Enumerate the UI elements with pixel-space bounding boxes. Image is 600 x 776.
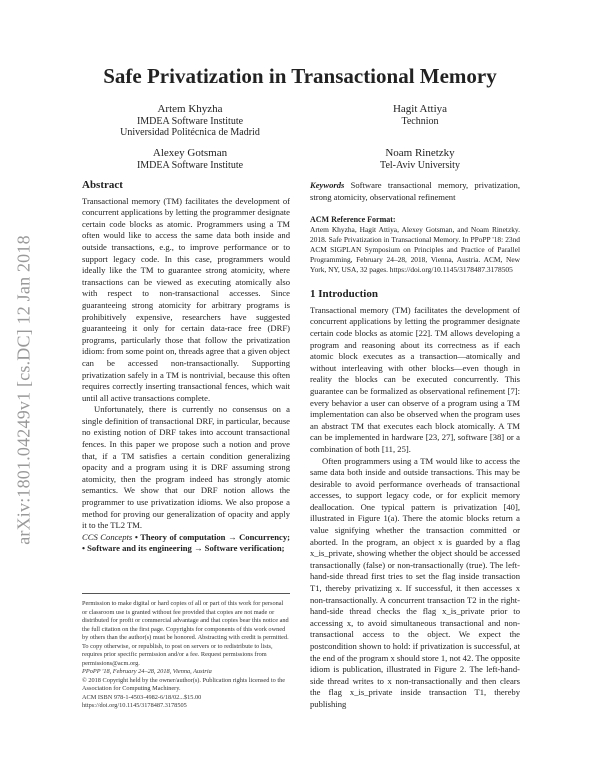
author-block-1: [90, 104, 290, 139]
doi-link[interactable]: https://doi.org/10.1145/3178487.3178505: [82, 702, 187, 709]
keywords-text: Software transactional memory, privatization, strong atomicity, observational refinement: [310, 180, 520, 202]
copyright-text: © 2018 Copyright held by the owner/author(s). Publication rights licensed to the Association for Computing Machinery.: [82, 676, 286, 692]
author-affiliation: IMDEA Software Institute: [136, 159, 244, 171]
keywords: [310, 180, 520, 203]
acm-reference-text: Artem Khyzha, Hagit Attiya, Alexey Gotsman, and Noam Rinetzky. 2018. Safe Privatization in Transactional Memory. In PPoPP '18: 23nd ACM SIGPLAN Symposium on Principles and Practice of Parallel Programming, February 24–28, 2018, Vienna, Austria. ACM, New York, NY, USA, 32 pages. https://doi.org/10.1145/3178487.3178505: [310, 225, 520, 275]
author-name: Artem Khyzha: [157, 103, 223, 115]
ccs-concepts: [82, 532, 290, 555]
arxiv-stamp-text: arXiv:1801.04249v1 [cs.DC] 12 Jan 2018: [13, 235, 34, 545]
permission-text: Permission to make digital or hard copies of all or part of this work for personal or classroom use is granted without fee provided that copies are not made or distributed for profit or commercial advantage and that copies bear this notice and the full citation on the first page. Copyrights for components of this work owned by others than the author(s) must be honored. Abstracting with credit is permitted. To copy otherwise, or republish, to post on servers or to redistribute to lists, requires prior specific permission and/or a fee. Request permissions from permissions@acm.org.: [82, 600, 289, 667]
introduction-paragraph-2: Often programmers using a TM would like to access the same data both inside and outside transactions. This may be desirable to avoid performance overheads of transactional accesses, to support legacy code, or for explicit memory deallocation. One typical pattern is privatization [40], illustrated in Figure 1(a). There the atomic blocks return a value signifying whether the transaction committed or aborted. In the program, an object x is guarded by a flag x_is_private, showing whether the object should be accessed transactionally (false) or non-transactionally (true). The left-hand-side thread first tries to set the flag inside transaction T1, thereby privatizing x. If successful, it then accesses x non-transactionally. A concurrent transaction T2 in the right-hand-side thread checks the flag x_is_private prior to accessing x, to avoid simultaneous transactional and non-transactional access to the object. We expect the postcondition shown to hold: if privatization is successful, at the end of the program x should store 1, not 42. The opposite idiom is publication, illustrated in Figure 2. The left-hand-side thread writes to x non-transactionally and then clears the flag x_is_private inside transaction T1, thereby publishing: [310, 455, 520, 709]
paper-title: Safe Privatization in Transactional Memory: [103, 64, 497, 88]
acm-reference-heading: ACM Reference Format:: [310, 215, 396, 225]
introduction-paragraph-1: Transactional memory (TM) facilitates the development of concurrent applications by letting the programmer designate certain code blocks as atomic [22]. TM allows developing a program and reasoning about its correctness as if each atomic block executes as a transaction—atomically and without interleaving with other blocks—even though in reality the blocks can be executed concurrently. This guarantee can be formalized as observational refinement [7]: every behavior a user can observe of a program using a TM implementation can also be observed when the program uses an abstract TM that executes each block atomically. A TM can be implemented in hardware [23, 27], software [38] or a combination of both [11, 25].: [310, 304, 520, 454]
keywords-label: Keywords: [310, 180, 345, 190]
introduction-heading: 1 Introduction: [310, 288, 378, 301]
ccs-text: • Theory of computation → Concurrency; • Software and its engineering → Software verification;: [82, 531, 290, 554]
author-name: Noam Rinetzky: [385, 147, 455, 159]
venue-text: PPoPP '18, February 24–28, 2018, Vienna, Austria: [82, 668, 212, 675]
acm-reference: [310, 215, 520, 275]
ccs-label: CCS Concepts: [82, 531, 133, 542]
right-column: [310, 180, 520, 711]
left-column: [82, 180, 290, 555]
abstract-heading: Abstract: [82, 179, 123, 191]
author-name: Alexey Gotsman: [152, 147, 228, 159]
permission-footnote: [82, 600, 290, 711]
arxiv-stamp: [4, 200, 44, 580]
footnote-rule: [82, 593, 290, 594]
isbn-text: ACM ISBN 978-1-4503-4982-6/18/02...$15.00: [82, 693, 202, 701]
abstract-paragraph-1: Transactional memory (TM) facilitates the development of concurrent applications by letting the programmer designate certain code blocks as atomic. Programmers using a TM often would like to access the same data both inside and outside transactions, e.g., to improve performance or to support legacy code. In this case, programmers would ideally like the TM to guarantee strong atomicity, where transactions can be viewed as executing atomically also with respect to non-transactional accesses. Since guaranteeing strong atomicity for arbitrary programs is prohibitively expensive, researchers have suggested guaranteeing it only for certain data-race free (DRF) programs, particularly those that follow the privatization idiom: from some point on, threads agree that a given object can be accessed non-transactionally. Supporting privatization safely in a TM is nontrivial, because this often requires correctly inserting transactional fences, which wait until all active transactions complete.: [82, 195, 290, 403]
author-affiliation: Technion: [401, 115, 439, 127]
author-block-2: [320, 104, 520, 127]
author-block-3: [90, 148, 290, 171]
author-affiliation: Tel-Aviv University: [380, 159, 460, 171]
author-block-4: [320, 148, 520, 171]
author-name: Hagit Attiya: [392, 103, 448, 115]
author-affiliation: Universidad Politécnica de Madrid: [120, 127, 260, 138]
abstract-paragraph-2: Unfortunately, there is currently no consensus on a single definition of transactional DRF, in particular, because no existing notion of DRF takes into account transactional fences. In this paper we propose such a notion and prove that, if a TM satisfies a certain condition generalizing opacity and a program using it is DRF assuming strong atomicity, then the program indeed has strongly atomic semantics. We show that our DRF notion allows the programmer to use privatization idioms. We also propose a method for proving our generalization of opacity and apply it to the TL2 TM.: [82, 404, 290, 531]
author-affiliation: IMDEA Software Institute: [136, 115, 244, 127]
